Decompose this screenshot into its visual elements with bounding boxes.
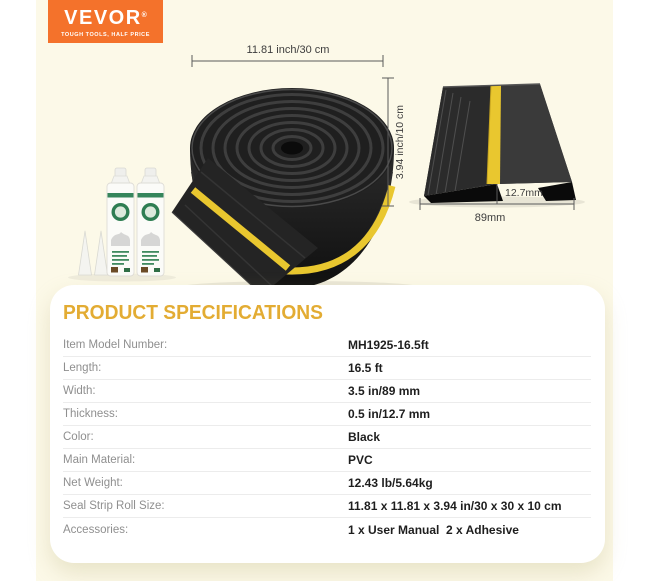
spec-row-roll-size — [63, 495, 591, 518]
brand-name — [48, 8, 163, 28]
roll-center-hole — [281, 142, 303, 155]
spec-row-thickness — [63, 403, 591, 426]
brand-logo — [48, 0, 163, 43]
seal-roll-image — [172, 88, 425, 295]
brand-tagline: TOUGH TOOLS, HALF PRICE — [61, 31, 150, 38]
spec-value: 3.5 in/89 mm — [348, 384, 421, 398]
spec-label: Color: — [63, 431, 94, 443]
roll-width-dimension — [192, 44, 383, 67]
strip-thickness-label: 12.7mm — [505, 187, 543, 199]
spec-value: PVC — [348, 453, 373, 467]
spec-label: Thickness: — [63, 408, 118, 420]
caulk-tip-icon — [95, 231, 108, 275]
strip-width-label: 89mm — [474, 212, 506, 224]
spec-value: 11.81 x 11.81 x 3.94 in/30 x 30 x 10 cm — [348, 499, 562, 513]
adhesive-tube-icon — [137, 168, 164, 276]
spec-row-color — [63, 426, 591, 449]
spec-label: Main Material: — [63, 454, 136, 466]
spec-value: 0.5 in/12.7 mm — [348, 407, 431, 421]
seal-left-facet — [424, 85, 491, 196]
spec-label: Net Weight: — [63, 477, 123, 489]
spec-row-width — [63, 380, 591, 403]
adhesive-tube-icon — [107, 168, 134, 276]
brand-name-text: VEVOR — [64, 7, 142, 29]
spec-label: Accessories: — [63, 523, 129, 536]
roll-width-label: 11.81 inch/30 cm — [246, 44, 330, 56]
spec-table — [63, 334, 591, 541]
spec-value: 16.5 ft — [348, 361, 383, 375]
spec-row-accessories — [63, 518, 591, 541]
spec-value: 1 x User Manual 2 x Adhesive — [348, 522, 519, 537]
adhesive-tubes-image — [68, 168, 176, 282]
spec-row-main-material — [63, 449, 591, 472]
spec-row-net-weight — [63, 472, 591, 495]
spec-row-item-model-number — [63, 334, 591, 357]
caulk-tip-icon — [79, 231, 92, 275]
spec-card — [50, 285, 605, 563]
spec-value: Black — [348, 430, 381, 444]
registered-mark: ® — [141, 12, 147, 19]
spec-value: 12.43 lb/5.64kg — [348, 476, 433, 490]
spec-label: Item Model Number: — [63, 339, 168, 351]
spec-title: PRODUCT SPECIFICATIONS — [63, 302, 323, 324]
spec-label: Seal Strip Roll Size: — [63, 500, 165, 512]
spec-row-length — [63, 357, 591, 380]
spec-label: Width: — [63, 385, 96, 397]
spec-value: MH1925-16.5ft — [348, 338, 429, 352]
spec-label: Length: — [63, 362, 102, 374]
roll-height-label: 3.94 inch/10 cm — [394, 104, 406, 180]
seal-right-facet — [500, 84, 572, 184]
